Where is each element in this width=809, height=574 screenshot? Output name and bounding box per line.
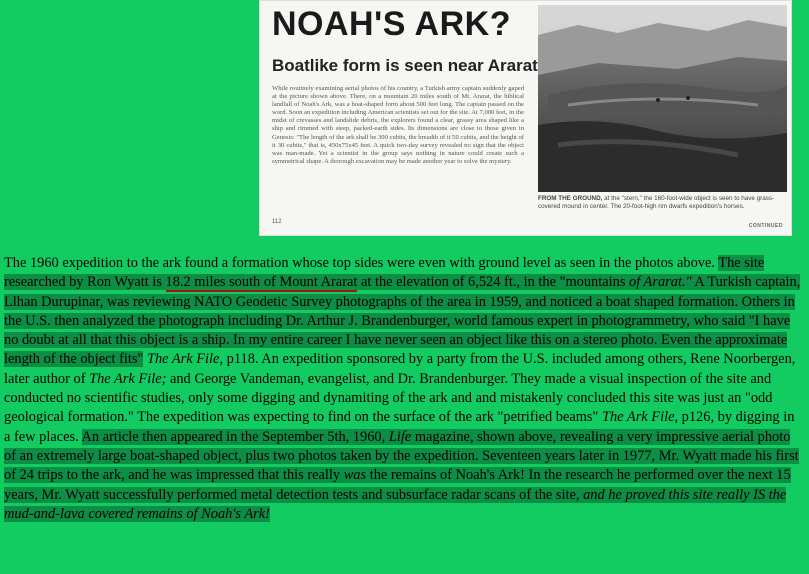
article-paragraph: The 1960 expedition to the ark found a formation whose top sides were even with ground level as seen in the photos above. The site researched by Ron Wyatt is 18.2 miles south of Mount Ararat at the elevation of 6,524 ft., in the "mountains of Ararat." A Turkish captain, Llhan Durupinar, was reviewing NATO Geodetic Survey photographs of the area in 1959, and noticed a boat shaped formation. Others in the U.S. then analyzed the photograph including Dr. Arthur J. Brandenburger, world famous expert in photogrammetry, who said "I have no doubt at all that this object is a ship. In my entire career I have never seen an object like this on a stereo photo. Even the approximate length of the object fits" The Ark File, p118. An expedition sponsored by a party from the U.S. included among others, Rene Noorbergen, later author of The Ark File; and George Vandeman, evangelist, and Dr. Brandenburger. They made a visual inspection of the site and conducted no scientific studies, only some digging and dynamiting of the ark and and mistakenly concluded this site was just an "odd geological formation." The expedition was expecting to find on the surface of the ark "petrified beams" The Ark File, p126, by digging in a few places. An article then appeared in the September 5th, 1960, Life magazine, shown above, revealing a very impressive aerial photo of an extremely large boat-shaped object, plus two photos taken by the expedition. Seventeen years later in 1977, Mr. Wyatt made his first of 24 trips to the ark, and he was impressed that this really was the remains of Noah's Ark! In the research he performed over the next 15 years, Mr. Wyatt successfully performed metal detection tests and subsurface radar scans of the site, and he proved this site really IS the mud-and-lava covered remains of Noah's Ark! bbox=[4, 255, 801, 522]
clipping-body-text: While routinely examining aerial photos of his country, a Turkish army captain suddenly gaped at the picture shown above. There, on a mountain 20 miles south of Mt. Ararat, the biblical landfall of Noah's Ark, was a boat-shaped form about 500 feet long. The captain passed on the word. Soon an expedition including American scientists set out for the site. At 7,000 feet, in the midst of crevasses and landslide debris, the explorers found a clear, grassy area shaped like a ship and rimmed with steep, packed-earth sides. Its dimensions are close to those given in Genesis: "The length of the ark shall be 300 cubits, the breadth of it 50 cubits, and the height of it 30 cubits," that is, 450x75x45 feet. A quick two-day survey revealed no sign that the object was man-made. Yet a scientist in the group says nothing in nature could create such a symmetrical shape. A thorough excavation may be made another year to solve the mystery. bbox=[272, 85, 524, 165]
underlined-distance: 18.2 miles south of Mount Ararat bbox=[165, 274, 358, 291]
highlight-wyatt-site: The site researched by Ron Wyatt is 18.2 miles south of Mount Ararat at the elevation of 6,524 ft., in the "mountains of Ararat." A Turkish captain, Llhan Durupinar, was reviewing NATO Geodetic Survey photographs of the area in 1959, and noticed a boat shaped formation. Others in the U.S. then analyzed the photograph including Dr. Arthur J. Brandenburger, world famous expert in photogrammetry, who said "I have no doubt at all that this object is a ship. In my entire career I have never seen an object like this on a stereo photo. Even the approximate length of the object fits" bbox=[4, 255, 801, 368]
photo-caption bbox=[538, 195, 787, 210]
article-text bbox=[4, 254, 804, 524]
caption-text: at the "stern," the 160-foot-wide object is seen to have grass-covered mound in center. The 20-foot-high rim dwarfs expedition's horses. bbox=[538, 195, 775, 210]
continued-label: CONTINUED bbox=[748, 223, 783, 229]
caption-lead: FROM THE GROUND, bbox=[538, 195, 603, 202]
sentence-1960-expedition: The 1960 expedition to the ark found a formation whose top sides were even with ground level as seen in the photos above. bbox=[4, 255, 719, 271]
clipping-title: NOAH'S ARK? bbox=[272, 5, 511, 43]
clipping-subtitle: Boatlike form is seen near Ararat bbox=[272, 56, 538, 75]
clipping-page-number: 112 bbox=[272, 219, 282, 225]
ground-photo bbox=[538, 5, 787, 192]
citation-ark-file: The Ark File bbox=[146, 351, 220, 368]
magazine-clipping bbox=[259, 0, 792, 236]
highlight-life-article: An article then appeared in the September 5th, 1960, Life magazine, shown above, revealing a very impressive aerial photo of an extremely large boat-shaped object, plus two photos taken by the expedition. Seventeen years later in 1977, Mr. Wyatt made his first of 24 trips to the ark, and he was impressed that this really was the remains of Noah's Ark! In the research he performed over the next 15 years, Mr. Wyatt successfully performed metal detection tests and subsurface radar scans of the site, and he proved this site really IS the mud-and-lava covered remains of Noah's Ark! bbox=[4, 428, 799, 522]
